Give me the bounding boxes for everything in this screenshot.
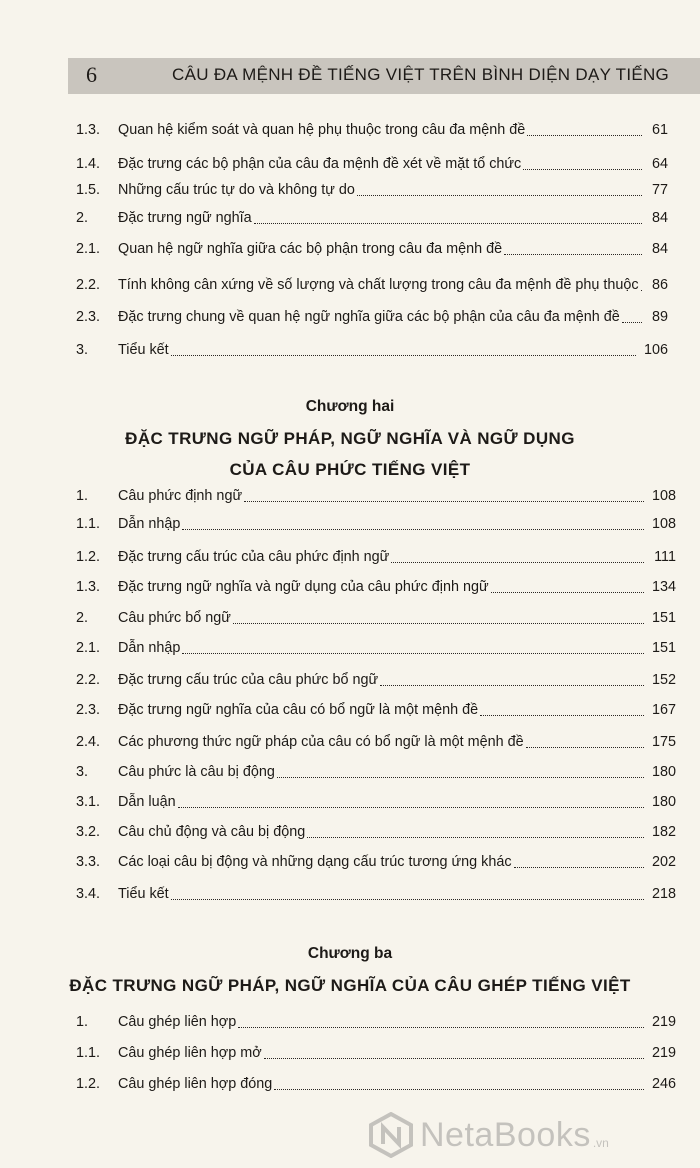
chapter-title: ĐẶC TRƯNG NGỮ PHÁP, NGỮ NGHĨA CỦA CÂU GHÉP TIẾNG VIỆT <box>69 976 631 995</box>
watermark-brand: NetaBooks <box>420 1115 591 1154</box>
toc-entry: 2. Câu phức bổ ngữ 151 <box>0 606 676 630</box>
toc-entry: 3.2. Câu chủ động và câu bị động 182 <box>0 820 676 844</box>
netabooks-logo-icon <box>368 1112 414 1158</box>
toc-entry: 2.3. Đặc trưng chung về quan hệ ngữ nghĩa giữa các bộ phận của câu đa mệnh đề 89 <box>0 305 668 329</box>
toc-entry: 3.4. Tiểu kết 218 <box>0 882 676 906</box>
toc-entry: 2.2. Đặc trưng cấu trúc của câu phức bổ ngữ 152 <box>0 668 676 692</box>
toc-entry: 1. Câu phức định ngữ 108 <box>0 484 676 508</box>
toc-entry: 1.4. Đặc trưng các bộ phận của câu đa mệnh đề xét về mặt tổ chức 64 <box>0 152 668 176</box>
toc-entry: 3.1. Dẫn luận 180 <box>0 790 676 814</box>
toc-entry: 3. Câu phức là câu bị động 180 <box>0 760 676 784</box>
toc-entry: 2.3. Đặc trưng ngữ nghĩa của câu có bổ ngữ là một mệnh đề 167 <box>0 698 676 722</box>
toc-entry: 1.3. Đặc trưng ngữ nghĩa và ngữ dụng của câu phức định ngữ 134 <box>0 575 676 599</box>
toc-entry: 3.3. Các loại câu bị động và những dạng cấu trúc tương ứng khác 202 <box>0 850 676 874</box>
toc-entry: 1.2. Đặc trưng cấu trúc của câu phức định ngữ 111 <box>0 545 676 569</box>
toc-entry: 2.1. Quan hệ ngữ nghĩa giữa các bộ phận trong câu đa mệnh đề 84 <box>0 237 668 261</box>
toc-entry: 1.3. Quan hệ kiểm soát và quan hệ phụ thuộc trong câu đa mệnh đề 61 <box>0 118 668 142</box>
toc-entry: 2.2. Tính không cân xứng về số lượng và chất lượng trong câu đa mệnh đề phụ thuộc 86 <box>0 273 668 297</box>
toc-entry: 1.2. Câu ghép liên hợp đóng 246 <box>0 1072 676 1096</box>
toc-entry: 3. Tiểu kết 106 <box>0 338 668 362</box>
running-header <box>68 58 700 94</box>
toc-entry: 1.5. Những cấu trúc tự do và không tự do 77 <box>0 178 668 202</box>
watermark-suffix: .vn <box>592 1136 609 1150</box>
toc-entry: 1.1. Dẫn nhập 108 <box>0 512 676 536</box>
page-number: 6 <box>86 62 97 87</box>
running-title: CÂU ĐA MỆNH ĐỀ TIẾNG VIỆT TRÊN BÌNH DIỆN DẠY TIẾNG <box>172 65 670 84</box>
chapter-label: Chương hai <box>305 398 395 415</box>
toc-entry: 2.1. Dẫn nhập 151 <box>0 636 676 660</box>
toc-entry: 2.4. Các phương thức ngữ pháp của câu có bổ ngữ là một mệnh đề 175 <box>0 730 676 754</box>
chapter-label: Chương ba <box>307 945 393 962</box>
toc-entry: 1. Câu ghép liên hợp 219 <box>0 1010 676 1034</box>
toc-entry: 2. Đặc trưng ngữ nghĩa 84 <box>0 206 668 230</box>
chapter-title: CỦA CÂU PHỨC TIẾNG VIỆT <box>229 460 471 479</box>
toc-entry: 1.1. Câu ghép liên hợp mở 219 <box>0 1041 676 1065</box>
netabooks-watermark <box>368 1110 688 1160</box>
chapter-title: ĐẶC TRƯNG NGỮ PHÁP, NGỮ NGHĨA VÀ NGỮ DỤNG <box>125 429 575 448</box>
